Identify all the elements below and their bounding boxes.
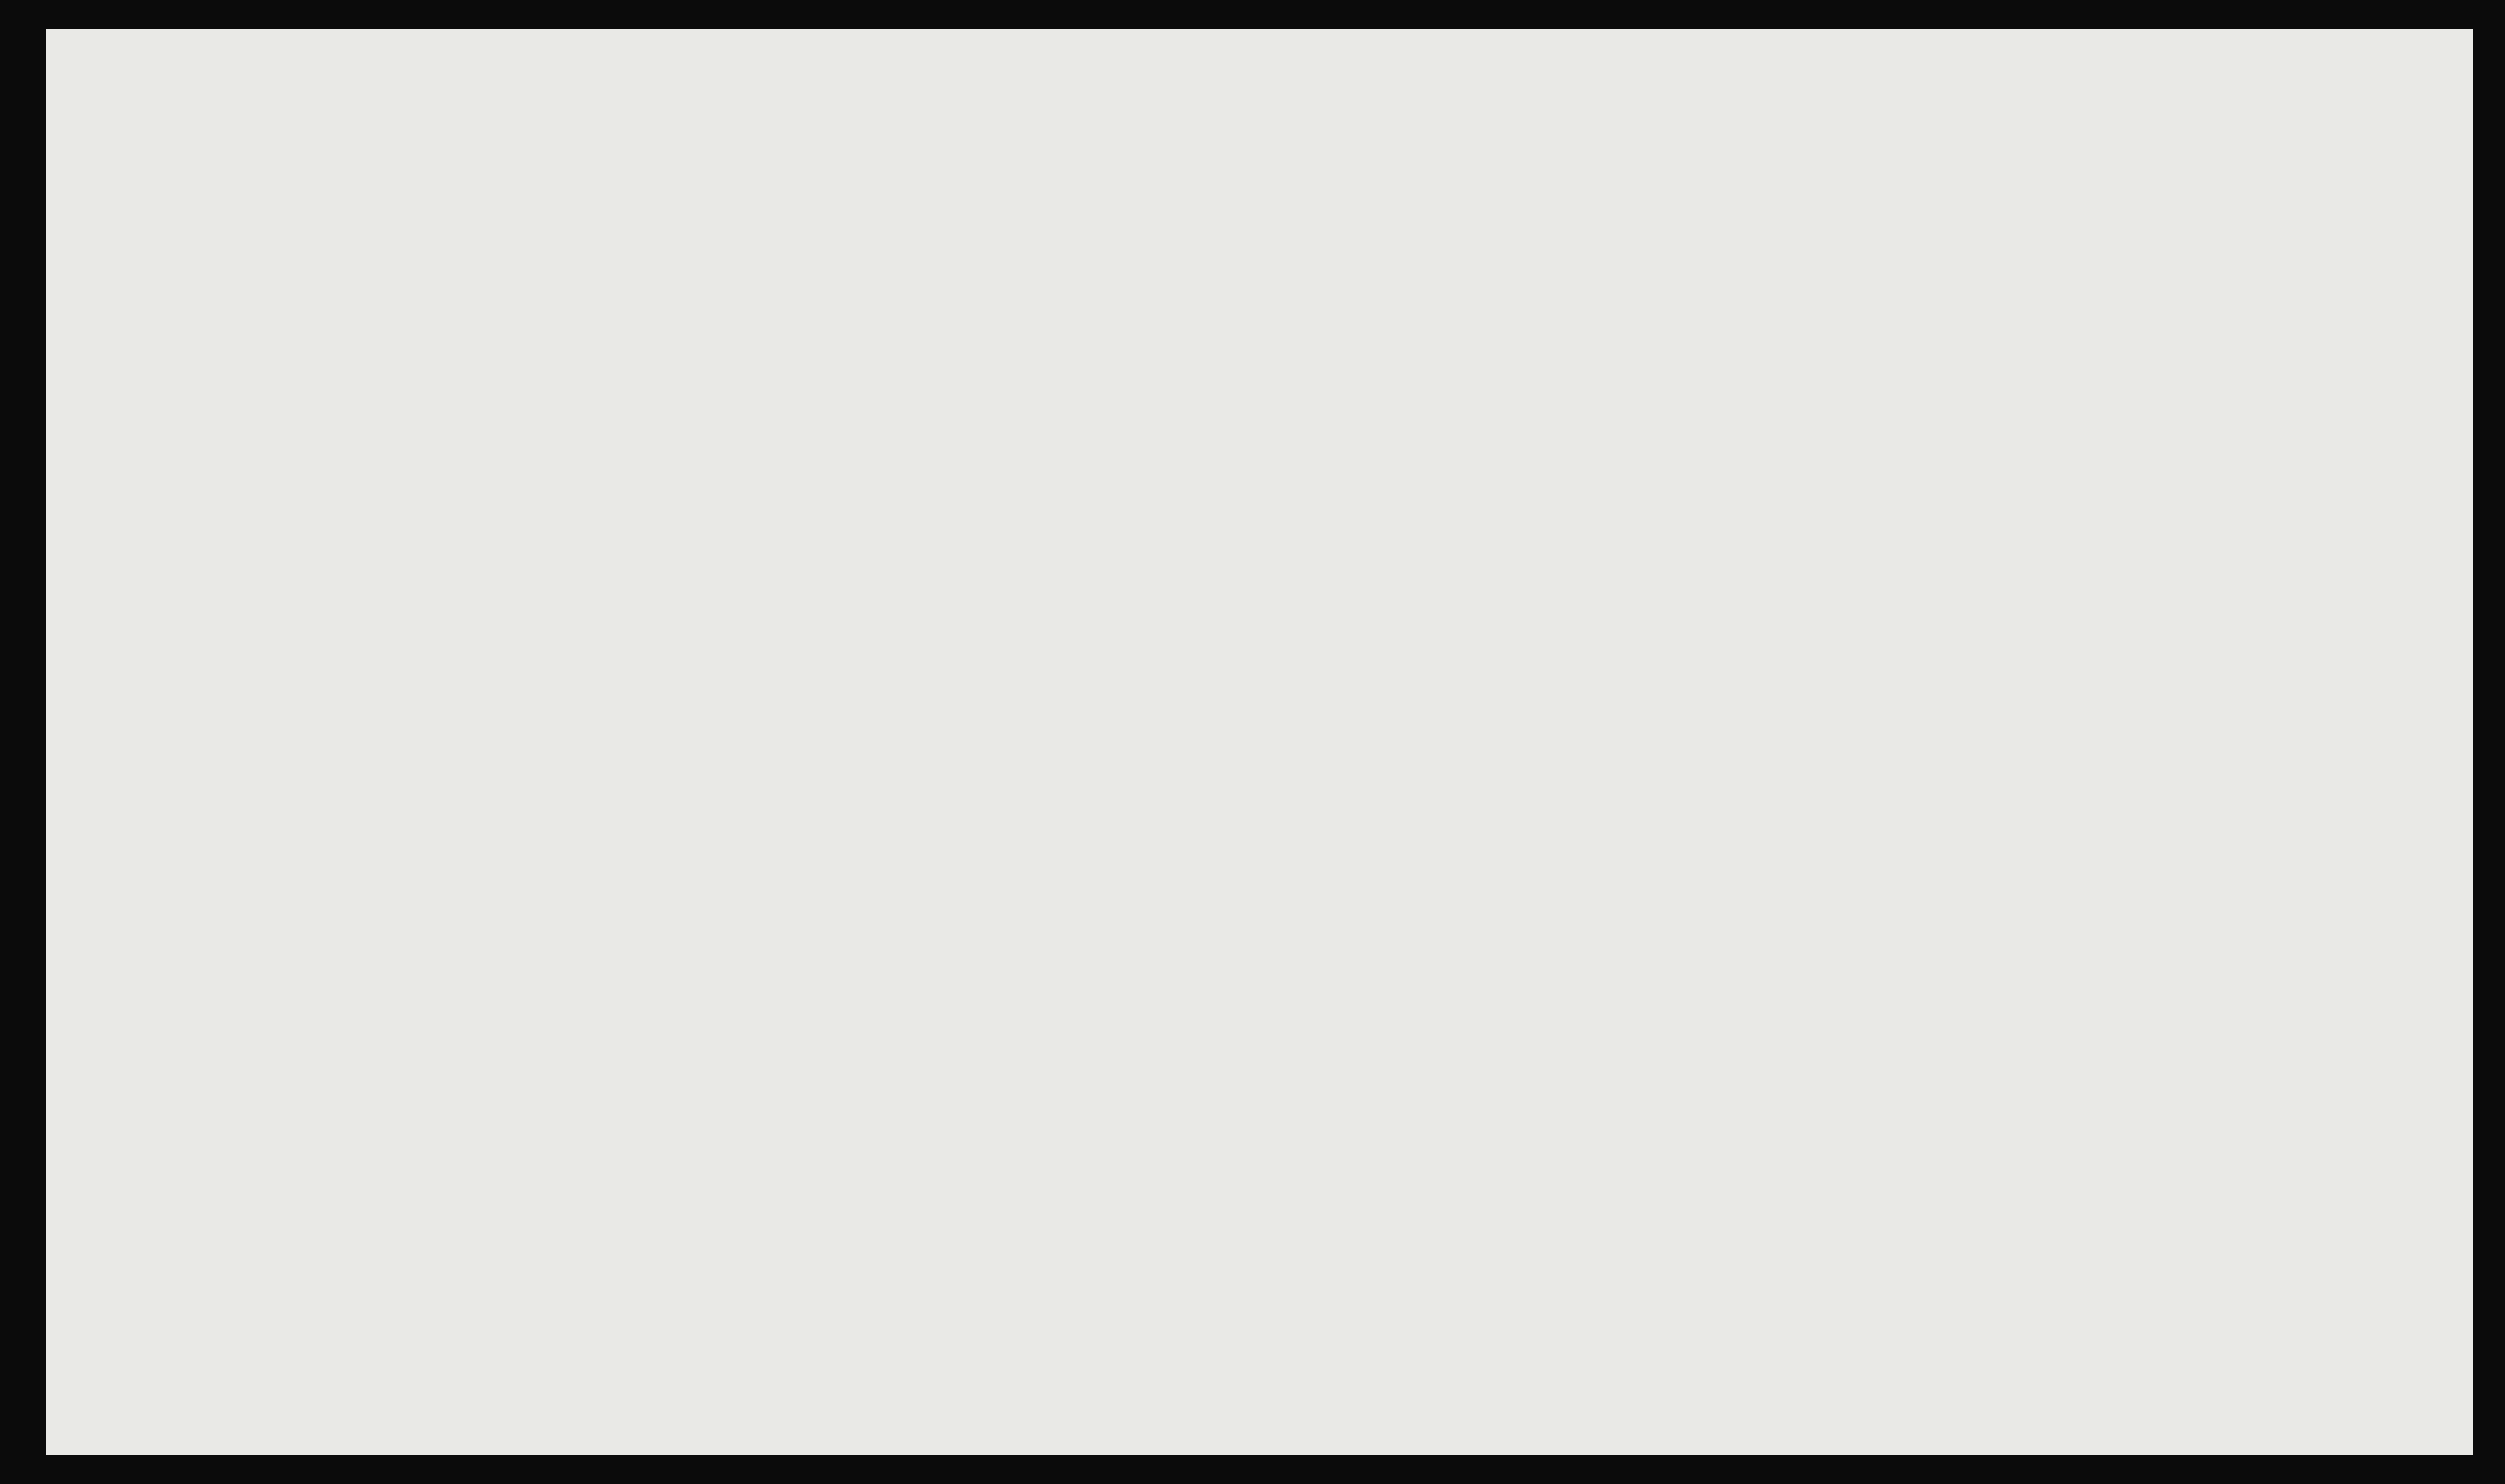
census-card <box>46 29 2473 1455</box>
